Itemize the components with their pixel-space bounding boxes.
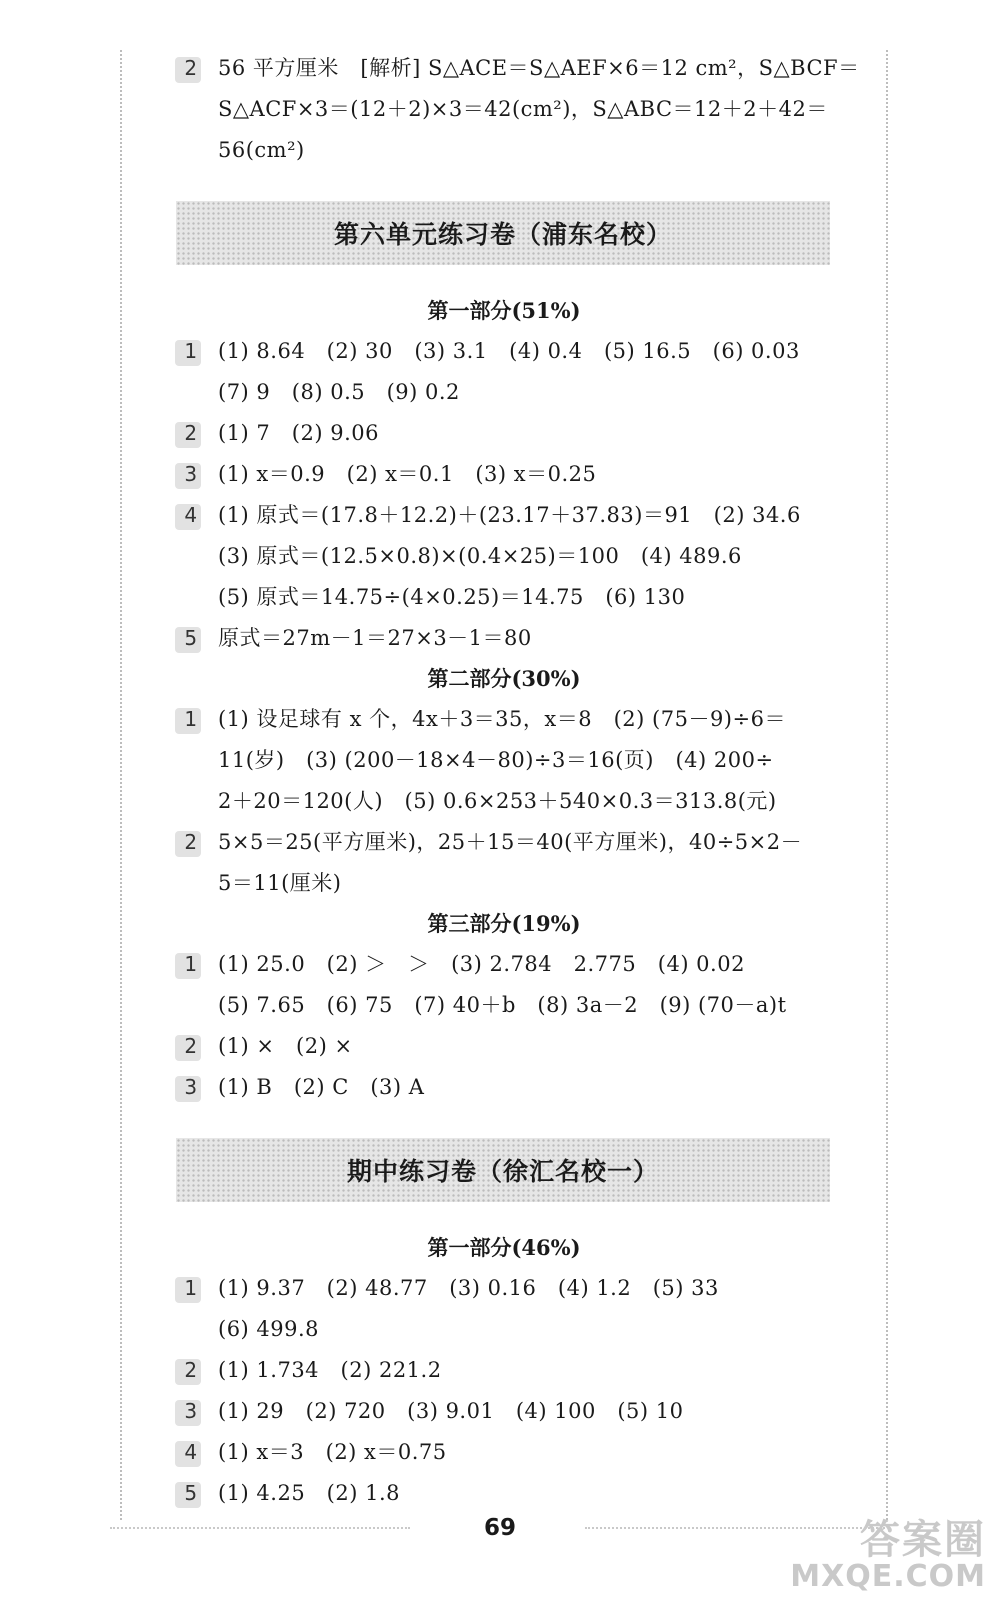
answer-item (178, 331, 830, 413)
right-margin-rule (886, 50, 888, 1520)
answer-item (178, 1067, 830, 1108)
item-number: 5 (178, 1473, 204, 1514)
item-number: 1 (178, 1268, 204, 1309)
answer-text: (1) 9.37 (2) 48.77 (3) 0.16 (4) 1.2 (5) 33 (218, 1276, 719, 1300)
watermark-logo-text: 答案圈 (860, 1517, 986, 1563)
page-number: 69 (483, 1515, 516, 1541)
answer-line (178, 699, 830, 740)
answer-line (178, 1067, 830, 1108)
item-number: 2 (178, 1026, 204, 1067)
item-number: 3 (178, 1391, 204, 1432)
answer-item (178, 413, 830, 454)
answer-text: 5×5＝25(平方厘米)，25＋15＝40(平方厘米)，40÷5×2－ (218, 830, 803, 854)
answer-text: (1) 7 (2) 9.06 (218, 421, 379, 445)
item-number: 5 (178, 618, 204, 659)
answer-item (178, 495, 830, 618)
answer-line: 11(岁) (3) (200－18×4－80)÷3＝16(页) (4) 200÷ (218, 748, 774, 772)
answer-text: (1) x＝0.9 (2) x＝0.1 (3) x＝0.25 (218, 462, 597, 486)
answer-line (178, 1432, 830, 1473)
part-heading: 第一部分(51%) (427, 298, 581, 323)
answer-line: (3) 原式＝(12.5×0.8)×(0.4×25)＝100 (4) 489.6 (218, 544, 742, 568)
answer-line (178, 618, 830, 659)
item-number: 2 (178, 822, 204, 863)
answer-text: 56 平方厘米 [解析] S△ACE＝S△AEF×6＝12 cm²，S△BCF＝ (218, 56, 860, 80)
answer-line: (5) 7.65 (6) 75 (7) 40＋b (8) 3a－2 (9) (70－a)t (218, 993, 787, 1017)
answer-line: S△ACF×3＝(12＋2)×3＝42(cm²)，S△ABC＝12＋2＋42＝ (218, 97, 828, 121)
section-banner (176, 201, 830, 265)
answer-line: 2＋20＝120(人) (5) 0.6×253＋540×0.3＝313.8(元) (218, 789, 777, 813)
item-number: 3 (178, 454, 204, 495)
section-title: 第六单元练习卷（浦东名校） (333, 220, 672, 249)
part-heading: 第一部分(46%) (427, 1235, 581, 1260)
part-heading: 第二部分(30%) (427, 666, 581, 691)
answer-text: (1) x＝3 (2) x＝0.75 (218, 1440, 447, 1464)
answer-line (178, 1391, 830, 1432)
answer-text: (1) 8.64 (2) 30 (3) 3.1 (4) 0.4 (5) 16.5 (6) 0.03 (218, 339, 800, 363)
item-number: 2 (178, 48, 204, 89)
answer-line (178, 454, 830, 495)
answer-item (178, 1268, 830, 1350)
answer-line (178, 413, 830, 454)
answer-line (178, 331, 830, 372)
answer-item (178, 1026, 830, 1067)
answer-text: (1) 4.25 (2) 1.8 (218, 1481, 400, 1505)
answer-line (178, 48, 860, 89)
item-number: 2 (178, 413, 204, 454)
item-number: 4 (178, 1432, 204, 1473)
part-heading: 第三部分(19%) (427, 911, 581, 936)
answer-item (178, 944, 830, 1026)
answer-text: (1) 1.734 (2) 221.2 (218, 1358, 442, 1382)
answer-text: 原式＝27m－1＝27×3－1＝80 (218, 626, 532, 650)
section-title: 期中练习卷（徐汇名校一） (346, 1157, 659, 1186)
left-margin-rule (120, 50, 122, 1520)
answer-text: (1) 29 (2) 720 (3) 9.01 (4) 100 (5) 10 (218, 1399, 684, 1423)
answer-text: (1) B (2) C (3) A (218, 1075, 425, 1099)
answer-item (178, 699, 830, 822)
answer-line (178, 944, 830, 985)
answer-line: (7) 9 (8) 0.5 (9) 0.2 (218, 380, 460, 404)
answer-text: (1) × (2) × (218, 1034, 353, 1058)
answer-line (178, 495, 830, 536)
answer-item (178, 454, 830, 495)
answer-line (178, 1026, 830, 1067)
watermark-url: MXQE.COM (790, 1559, 986, 1594)
site-watermark (790, 1518, 986, 1592)
answer-item (178, 1350, 830, 1391)
answer-item (178, 1391, 830, 1432)
section-banner (176, 1138, 830, 1202)
item-number: 4 (178, 495, 204, 536)
answer-item (178, 48, 860, 171)
footer-rule-left (110, 1527, 410, 1529)
item-number: 1 (178, 331, 204, 372)
item-number: 1 (178, 699, 204, 740)
answer-line: 56(cm²) (218, 138, 305, 162)
answer-line: 5＝11(厘米) (218, 871, 342, 895)
answer-line (178, 1350, 830, 1391)
answer-item (178, 822, 830, 904)
answer-line: (6) 499.8 (218, 1317, 320, 1341)
answer-text: (1) 设足球有 x 个，4x＋3＝35，x＝8 (2) (75－9)÷6＝ (218, 707, 786, 731)
item-number: 1 (178, 944, 204, 985)
answer-content (178, 48, 860, 1514)
answer-item (178, 1432, 830, 1473)
item-number: 3 (178, 1067, 204, 1108)
answer-line (178, 1268, 830, 1309)
item-number: 2 (178, 1350, 204, 1391)
answer-line (178, 822, 830, 863)
answer-item (178, 618, 830, 659)
answer-text: (1) 25.0 (2) ＞ ＞ (3) 2.784 2.775 (4) 0.02 (218, 952, 745, 976)
answer-text: (1) 原式＝(17.8＋12.2)＋(23.17＋37.83)＝91 (2) 34.6 (218, 503, 801, 527)
answer-line: (5) 原式＝14.75÷(4×0.25)＝14.75 (6) 130 (218, 585, 686, 609)
